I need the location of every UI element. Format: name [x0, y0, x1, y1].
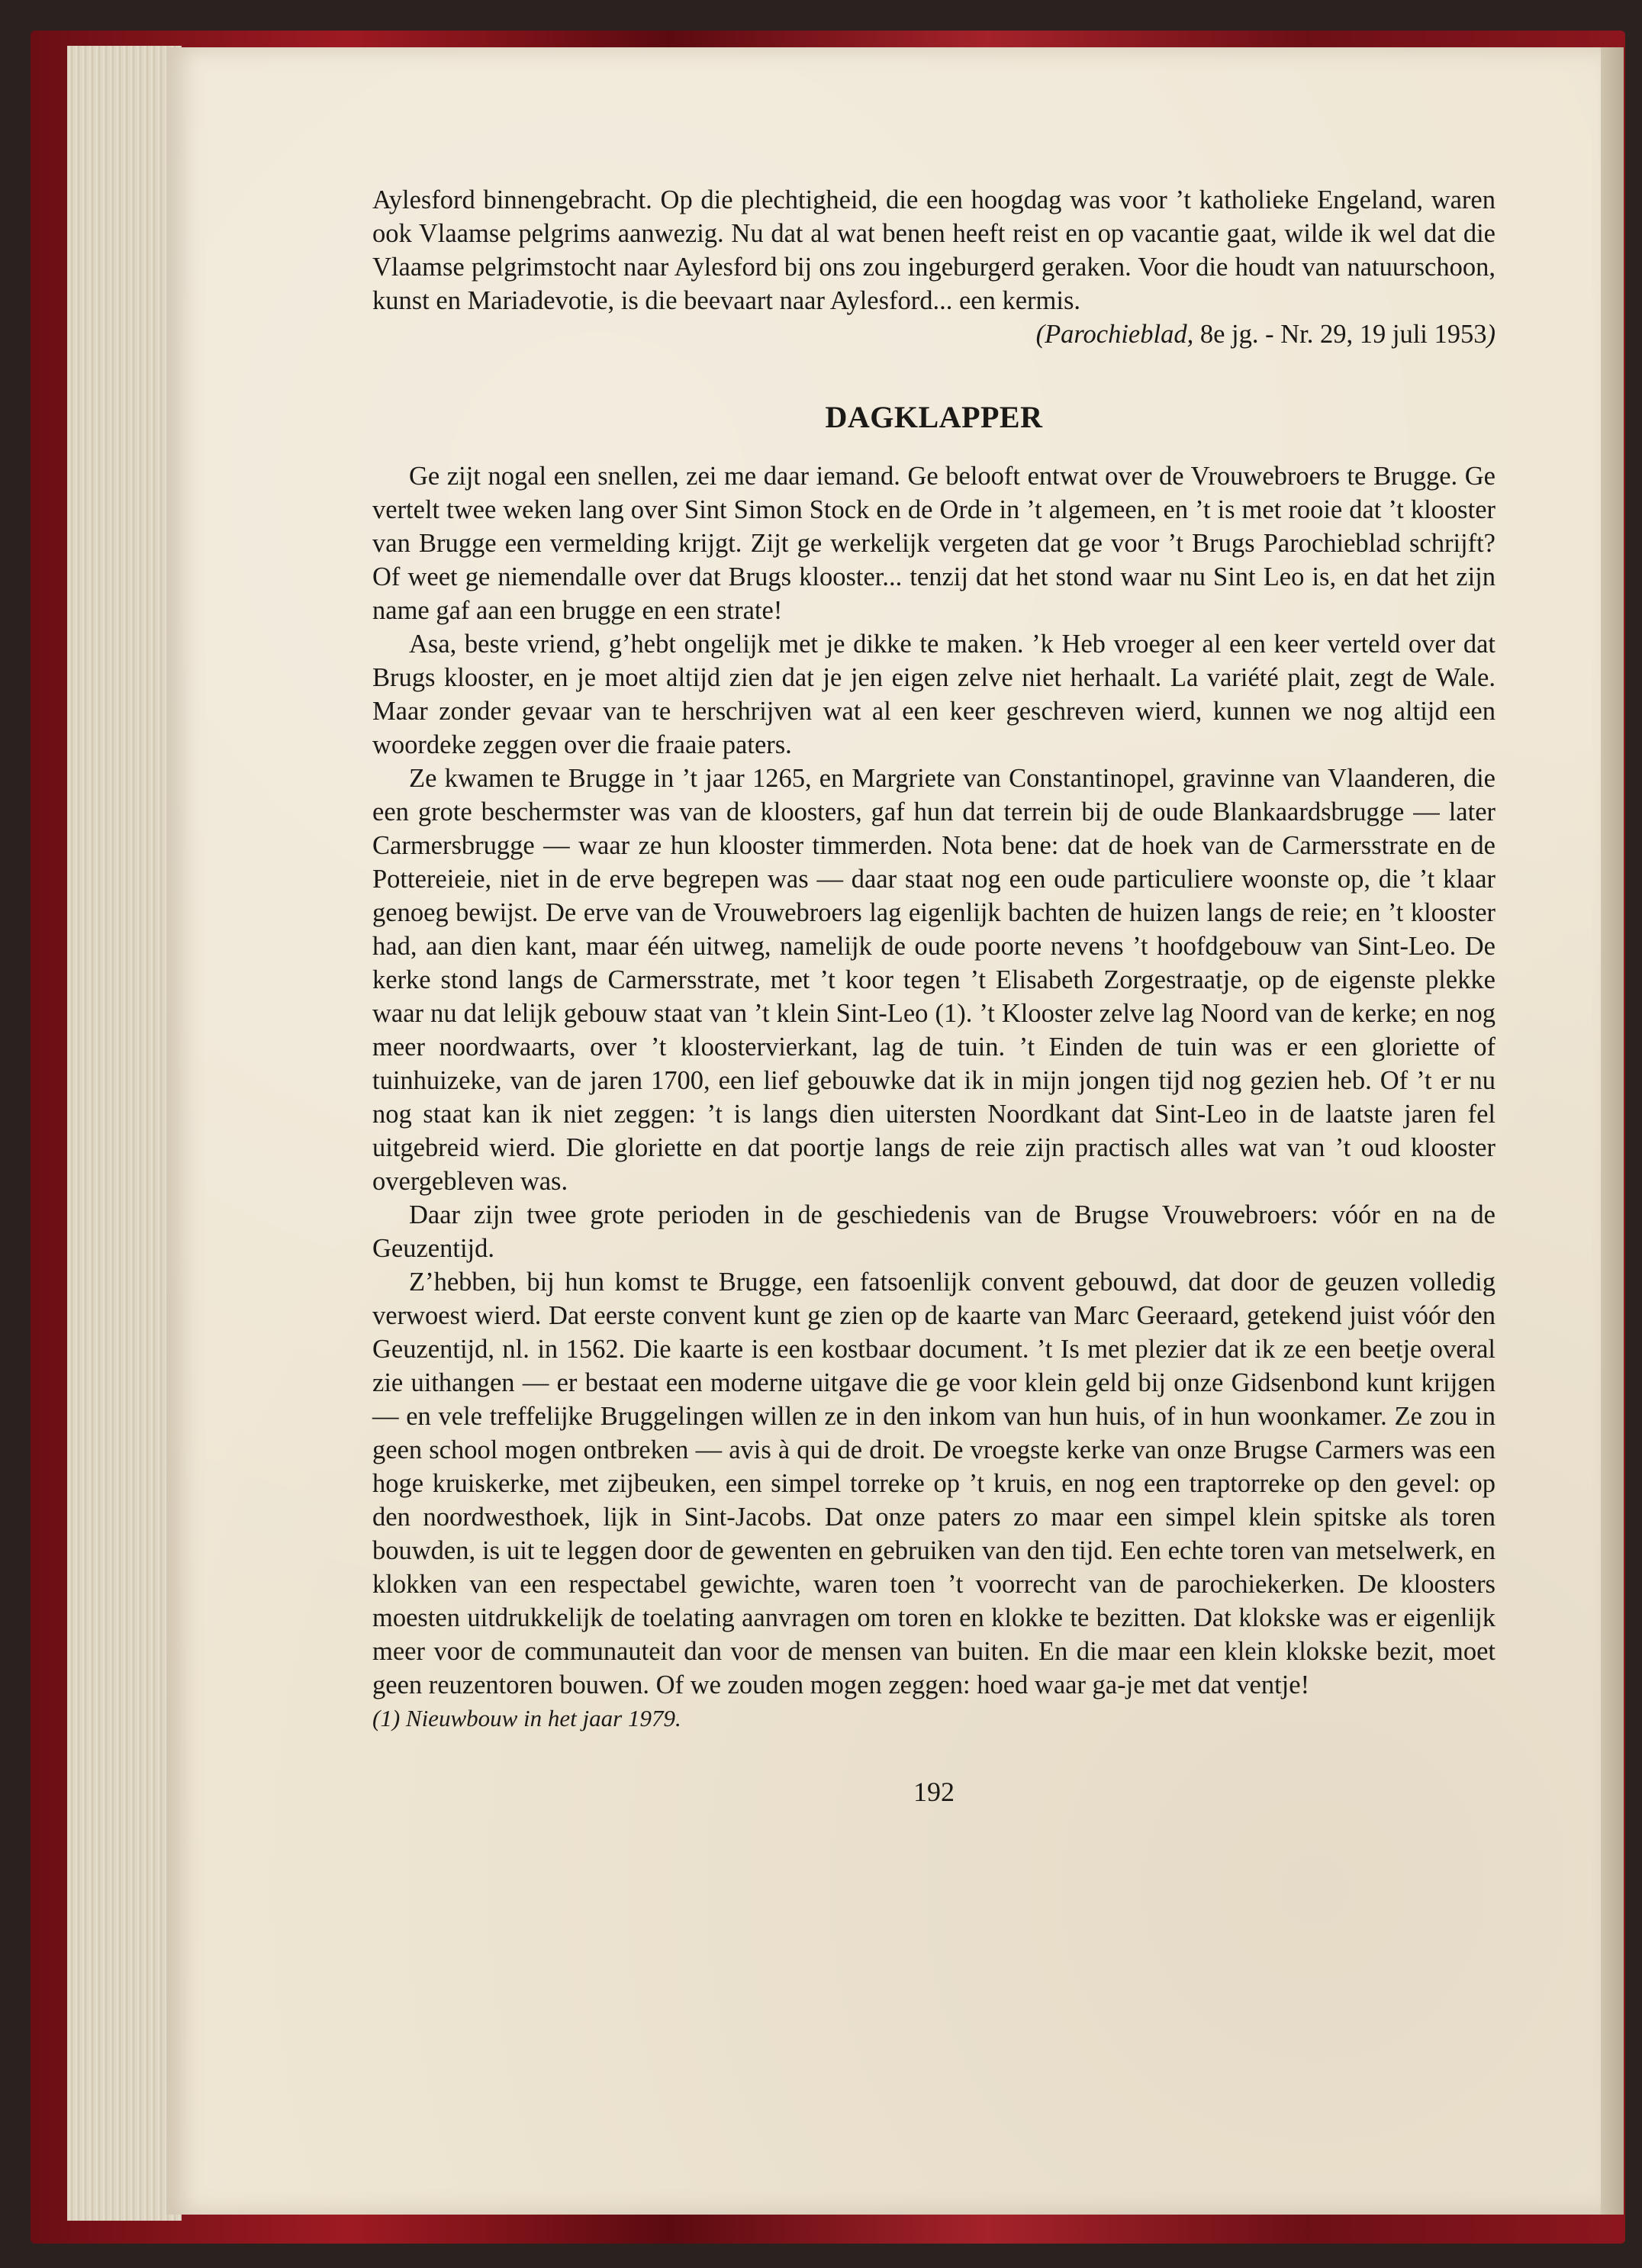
footnote: (1) Nieuwbouw in het jaar 1979.	[372, 1705, 681, 1732]
source-name: (Parochieblad,	[1035, 320, 1194, 349]
paragraph-5: Z’hebben, bij hun komst te Brugge, een fatsoenlijk convent gebouwd, dat door de geuzen volledig verwoest wierd. Dat eerste convent kunt ge zien op de kaarte van Marc Geeraard, getekend juist vóór den Geuzentijd, nl. in 1562. Die kaarte is een kostbaar document. ’t Is met plezier dat ik ze een beetje overal zie uithangen — er bestaat een moderne uitgave die ge voor klein geld bij onze Gidsenbond kunt krijgen — en vele treffelijke Bruggelingen willen ze in den inkom van hun huis, of in hun woonkamer. Ze zou in geen school mogen ontbreken — avis à qui de droit. De vroegste kerke van onze Brugse Carmers was een hoge kruiskerke, met zijbeuken, een simpel torreke op ’t kruis, en nog een traptorreke op den gevel: op den noordwesthoek, lijk in Sint-Jacobs. Dat onze paters zo maar een simpel klein spitske als toren bouwden, is uit te leggen door de gewenten en gebruiken van den tijd. Een echte toren van metselwerk, en klokken van een respectabel gewichte, waren toen ’t voorrecht van de parochiekerken. De kloosters moesten uitdrukkelijk de toelating aanvragen om toren en klokke te bezitten. Dat klokske was er eigenlijk meer voor de communauteit dan voor de mensen van buiten. En die maar een klein klokske bezit, moet geen reuzentoren bouwen. Of we zouden mogen zeggen: hoed waar ga-je met dat ventje!	[372, 1268, 1496, 1699]
page-right-edge	[1601, 47, 1624, 2215]
source-details: 8e jg. - Nr. 29, 19 juli 1953	[1193, 320, 1487, 349]
page-number: 192	[913, 1777, 955, 1807]
paragraph-4: Daar zijn twee grote perioden in de geschiedenis van de Brugse Vrouwebroers: vóór en na de Geuzentijd.	[372, 1200, 1496, 1263]
source-citation	[372, 317, 1496, 351]
source-close: )	[1486, 320, 1496, 349]
article-heading: DAGKLAPPER	[825, 400, 1043, 434]
paragraph-2: Asa, beste vriend, g’hebt ongelijk met je dikke te maken. ’k Heb vroeger al een keer verteld over dat Brugs klooster, en je moet altijd zien dat je jen eigen zelve niet herhaalt. La variété plait, zegt de Wale. Maar zonder gevaar van te herschrijven wat al een keer geschreven wierd, kunnen we nog altijd een woordeke zeggen over die fraaie paters.	[372, 630, 1496, 759]
top-paragraph: Aylesford binnengebracht. Op die plechtigheid, die een hoogdag was voor ’t katholieke Engeland, waren ook Vlaamse pelgrims aanwezig. Nu dat al wat benen heeft reist en op vacantie gaat, wilde ik wel dat die Vlaamse pelgrimstocht naar Aylesford bij ons zou ingeburgerd geraken. Voor die houdt van natuurschoon, kunst en Mariadevotie, is die beevaart naar Aylesford... een kermis.	[372, 185, 1496, 315]
page-text	[372, 183, 1496, 1809]
page-block-edge	[67, 46, 182, 2221]
paragraph-1: Ge zijt nogal een snellen, zei me daar iemand. Ge belooft entwat over de Vrouwebroers te Brugge. Ge vertelt twee weken lang over Sint Simon Stock en de Orde in ’t algemeen, en ’t is met rooie dat ’t klooster van Brugge een vermelding krijgt. Zijt ge werkelijk vergeten dat ge voor ’t Brugs Parochieblad schrijft? Of weet ge niemendalle over dat Brugs klooster... tenzij dat het stond waar nu Sint Leo is, en dat het zijn name gaf aan een brugge en een strate!	[372, 462, 1496, 625]
paragraph-3: Ze kwamen te Brugge in ’t jaar 1265, en Margriete van Constantinopel, gravinne van Vlaanderen, die een grote beschermster was van de kloosters, gaf hun dat terrein bij de oude Blankaardsbrugge — later Carmersbrugge — waar ze hun klooster timmerden. Nota bene: dat de hoek van de Carmersstrate en de Pottereieie, niet in de erve begrepen was — daar staat nog een oude particuliere woonste op, die ’t klaar genoeg bewijst. De erve van de Vrouwebroers lag eigenlijk bachten de huizen langs de reie; en ’t klooster had, aan dien kant, maar één uitweg, namelijk de oude poorte nevens ’t hoofdgebouw van Sint-Leo. De kerke stond langs de Carmersstrate, met ’t koor tegen ’t Elisabeth Zorgestraatje, op de eigenste plekke waar nu dat lelijk gebouw staat van ’t klein Sint-Leo (1). ’t Klooster zelve lag Noord van de kerke; en nog meer noordwaarts, over ’t kloostervierkant, lag de tuin. ’t Einden de tuin was er een gloriette of tuinhuizeke, van de jaren 1700, een lief gebouwke dat ik in mijn jongen tijd nog gezien heb. Of ’t er nu nog staat kan ik niet zeggen: ’t is langs dien uitersten Noordkant dat Sint-Leo in de laatste jaren fel uitgebreid wierd. Die gloriette en dat poortje langs de reie zijn practisch alles wat van ’t oud klooster overgebleven was.	[372, 764, 1496, 1196]
